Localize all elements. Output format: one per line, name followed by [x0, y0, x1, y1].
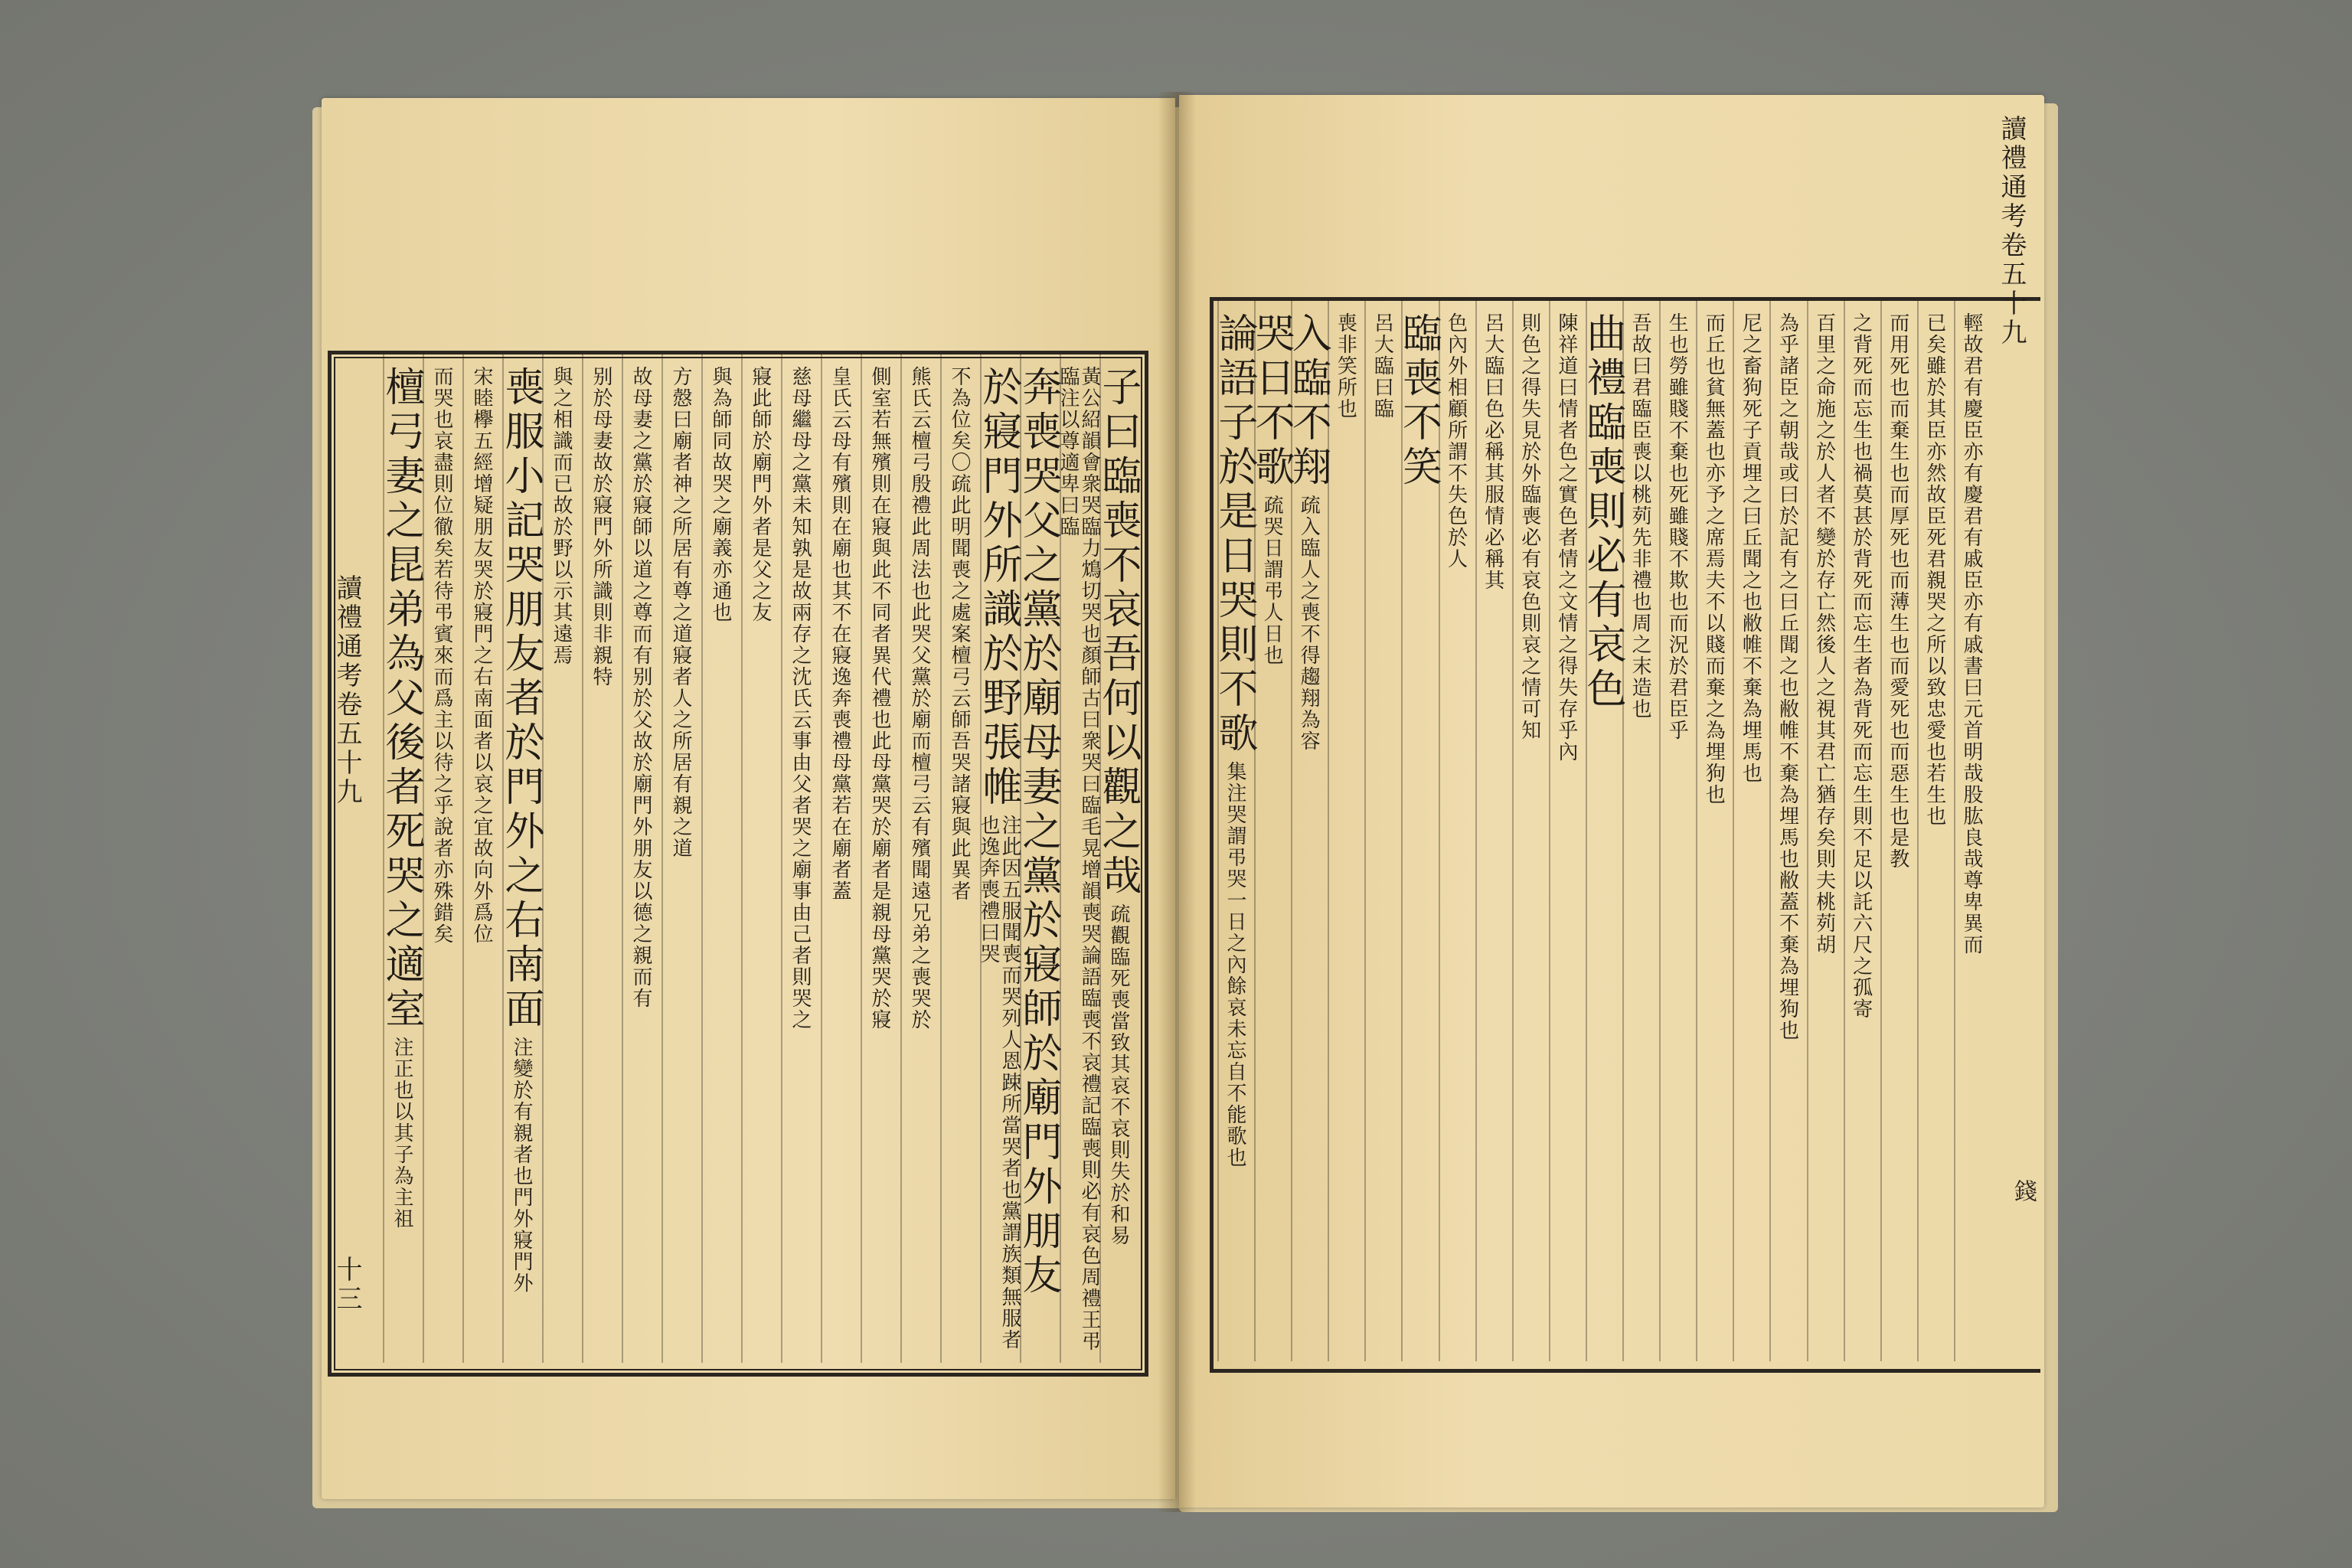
left-annotation-text: 而哭也哀盡則位徹矣若待弔賓來而爲主以待之乎說者亦殊錯矣 [430, 366, 453, 945]
right-column-rule [1659, 300, 1661, 1361]
right-column-rule [1917, 300, 1919, 1361]
left-annotation-text: 臨注以尊適卑曰臨 [1057, 366, 1080, 537]
right-margin-title: 讀禮通考卷五十九 [1996, 115, 2027, 348]
left-main-text: 於寢門外所識於野張帷 [975, 366, 1021, 810]
right-page-seal: 錢 [2010, 1179, 2037, 1202]
left-column-rule [622, 354, 623, 1363]
left-annotation-text: 慈母繼母之黨未知孰是故兩存之沈氏云事由父者哭之廟事由己者則哭之 [789, 366, 812, 1031]
left-column-rule [940, 354, 942, 1363]
right-column-rule [1733, 300, 1734, 1361]
left-column-rule [462, 354, 464, 1363]
right-column-rule [1364, 300, 1366, 1361]
left-main-text: 奔喪哭父之黨於廟母妻之黨於寢師於廟門外朋友 [1015, 366, 1061, 1298]
left-main-text: 檀弓妻之昆弟為父後者死哭之適室 [378, 366, 424, 1032]
left-column-rule [701, 354, 703, 1363]
right-annotation-text: 為乎諸臣之朝哉或曰於記有之曰丘聞之也敝帷不棄為埋馬也敝蓋不棄為埋狗也 [1775, 312, 1799, 1041]
left-column-rule [821, 354, 822, 1363]
right-column-rule [1475, 300, 1477, 1361]
right-annotation-text: 而用死也而棄生也而厚死也而薄生也而愛死也而惡生也是教 [1886, 312, 1909, 870]
right-annotation-text: 尼之畜狗死子貢埋之曰丘聞之也敝帷不棄為埋馬也 [1739, 312, 1762, 784]
left-column-rule [741, 354, 743, 1363]
right-annotation-text: 生也勞雖賤不棄也死雖賤不欺也而況於君臣乎 [1665, 312, 1689, 741]
right-column-rule [1954, 300, 1955, 1361]
right-annotation-text: 輕故君有慶臣亦有慶君有戚臣亦有戚書曰元首明哉股肱良哉尊卑異而 [1959, 312, 1983, 956]
right-column-rule [1696, 300, 1697, 1361]
right-column-rule [1769, 300, 1771, 1361]
left-annotation-text: 别於母妻故於寢門外所識則非親特 [590, 366, 612, 688]
right-column-rule [1880, 300, 1882, 1361]
left-column-rule [900, 354, 902, 1363]
right-annotation-text: 疏入臨人之喪不得趨翔為容 [1297, 495, 1321, 752]
book-gutter [1158, 92, 1196, 1512]
left-annotation-text: 疏觀臨死喪當致其哀不哀則失於和易 [1107, 903, 1130, 1246]
right-annotation-text: 陳祥道曰情者色之實色者情之文情之得失存乎內 [1554, 312, 1578, 763]
left-annotation-text: 注變於有親者也門外寢門外 [510, 1037, 533, 1294]
left-column-rule [662, 354, 663, 1363]
left-annotation-text: 注正也以其子為主祖 [390, 1037, 413, 1230]
left-annotation-text: 也逸奔喪禮曰哭 [977, 815, 1000, 965]
left-annotation-text: 與之相識而已故於野以示其遠焉 [550, 366, 573, 666]
left-main-text: 子曰臨喪不哀吾何以觀之哉 [1095, 366, 1141, 899]
right-column-rule [1807, 300, 1808, 1361]
right-main-text: 臨喪不笑 [1395, 312, 1442, 490]
right-annotation-text: 呂大臨曰色必稱其服情必稱其 [1481, 312, 1504, 591]
right-annotation-text: 則色之得失見於外臨喪必有哀色則哀之情可知 [1517, 312, 1541, 741]
right-main-text: 論語子於是日哭則不歌 [1211, 312, 1258, 756]
right-column-rule [1549, 300, 1550, 1361]
left-column-rule [582, 354, 583, 1363]
left-annotation-text: 注此因五服聞喪而哭列人恩踈所當哭者也黨謂族類無服者 [998, 815, 1021, 1351]
right-annotation-text: 呂大臨曰臨 [1370, 312, 1394, 420]
left-annotation-text: 熊氏云檀弓殷禮此周法也此哭父黨於廟而檀弓云有殯聞遠兄弟之喪哭於 [908, 366, 931, 1031]
left-margin-page: 十三 [332, 1256, 362, 1314]
right-annotation-text: 疏哭日謂弔人日也 [1260, 495, 1284, 666]
left-margin-title: 讀禮通考卷五十九 [332, 574, 362, 807]
right-main-text: 哭日不歌 [1248, 312, 1295, 490]
left-annotation-text: 寢此師於廟門外者是父之友 [749, 366, 772, 623]
right-annotation-text: 喪非笑所也 [1334, 312, 1357, 420]
right-main-text: 曲禮臨喪則必有哀色 [1579, 312, 1625, 712]
right-annotation-text: 已矣雖於其臣亦然故臣死君親哭之所以致忠愛也若生也 [1922, 312, 1946, 827]
right-main-text: 入臨不翔 [1285, 312, 1331, 490]
right-annotation-text: 之背死而忘生也禍莫甚於背死而忘生者為背死而忘生則不足以託六尺之孤寄 [1849, 312, 1873, 1020]
left-annotation-text: 方慤曰廟者神之所居有尊之道寢者人之所居有親之道 [669, 366, 692, 859]
left-annotation-text: 黃公紹韻會衆哭臨力鴆切哭也顏師古曰衆哭曰臨毛晃增韻喪哭論語臨喪不哀禮記臨喪則必有哀色周禮王弔 [1078, 366, 1101, 1352]
right-annotation-text: 百里之命施之於人者不變於存亡然後人之視其君亡猶存矣則夫桃茢胡 [1812, 312, 1836, 956]
left-annotation-text: 宋睦欅五經增疑朋友哭於寢門之右南面者以哀之宜故向外爲位 [470, 366, 493, 945]
left-annotation-text: 故母妻之黨於寢師以道之尊而有别於父故於廟門外朋友以德之親而有 [629, 366, 652, 1009]
left-annotation-text: 不為位矣〇疏此明聞喪之處案檀弓云師吾哭諸寢與此異者 [948, 366, 971, 902]
left-annotation-text: 側室若無殯則在寢與此不同者異代禮也此母黨哭於廟者是親母黨哭於寢 [868, 366, 891, 1031]
right-annotation-text: 集注哭謂弔哭一日之內餘哀未忘自不能歌也 [1223, 761, 1247, 1168]
right-column-rule [1844, 300, 1845, 1361]
right-annotation-text: 吾故曰君臨臣喪以桃茢先非禮也周之末造也 [1628, 312, 1652, 720]
left-column-rule [861, 354, 862, 1363]
right-annotation-text: 色內外相顧所謂不失色於人 [1444, 312, 1468, 570]
left-column-rule [781, 354, 782, 1363]
left-main-text: 喪服小記哭朋友者於門外之右南面 [498, 366, 544, 1032]
right-annotation-text: 而丘也貧無蓋也亦予之席焉夫不以賤而棄之為埋狗也 [1702, 312, 1726, 805]
left-annotation-text: 皇氏云母有殯則在廟也其不在寢逸奔喪禮母黨若在廟者蓋 [828, 366, 851, 902]
left-annotation-text: 與為師同故哭之廟義亦通也 [709, 366, 732, 623]
right-column-rule [1512, 300, 1514, 1361]
